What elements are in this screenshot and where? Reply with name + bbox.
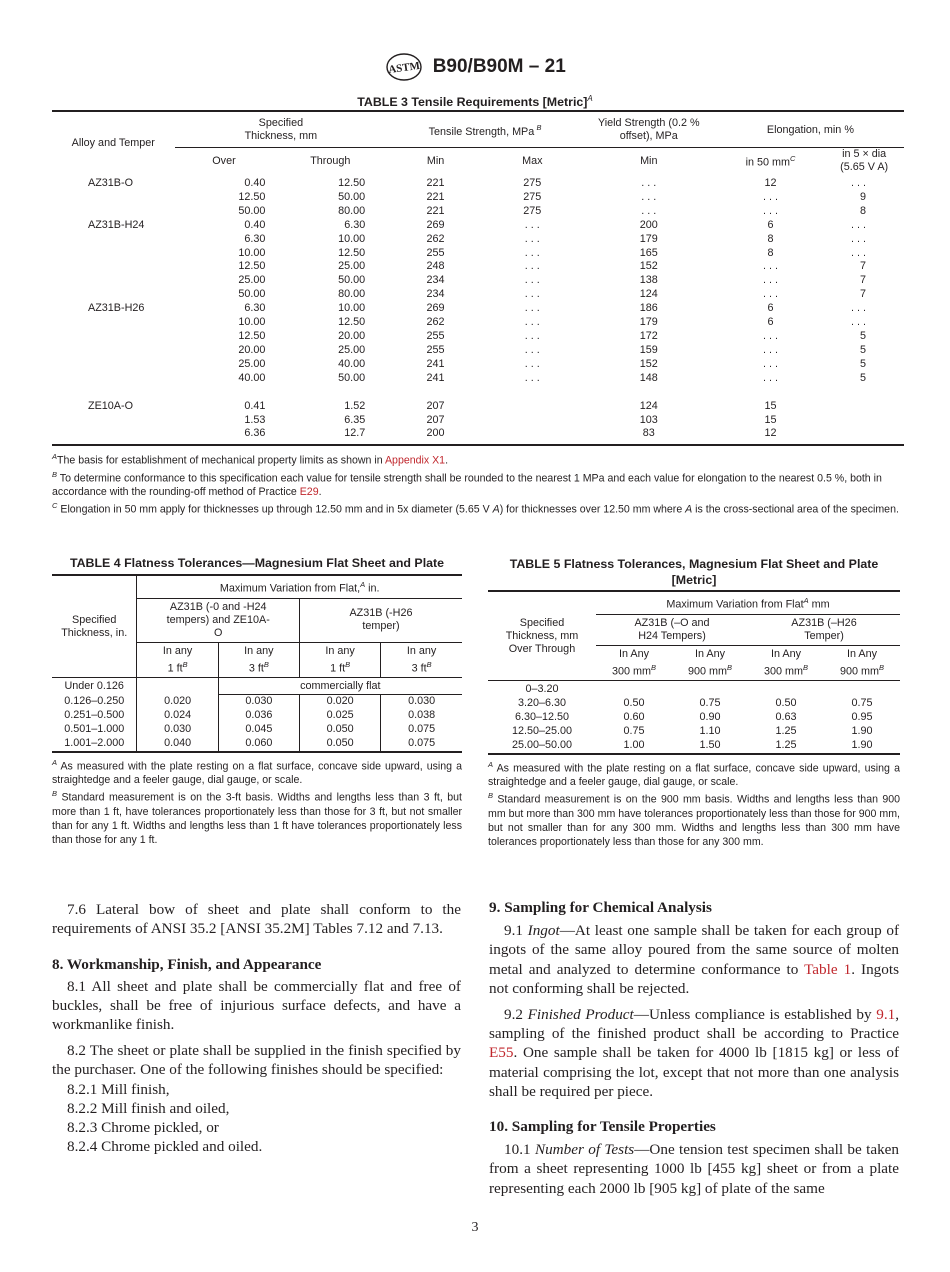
col-group-max-variation: Maximum Variation from Flat$^A$ mm xyxy=(596,591,900,614)
table5-footnotes xyxy=(488,758,900,849)
cell-through: 12.50 xyxy=(338,316,366,329)
right-text-column xyxy=(489,898,899,1198)
footnote-a: $^A$ As measured with the plate resting on a flat surface, concave side upward, using a straightedge and a feeler gauge, dial gauge, or scale. xyxy=(488,759,900,789)
cell-ys-min: 159 xyxy=(639,343,658,356)
cell-el-50: . . . xyxy=(763,329,779,342)
cell-el-5dia xyxy=(824,414,904,428)
table-row xyxy=(52,174,904,191)
cell-el-5dia: 7 xyxy=(859,288,866,301)
list-item: 8.2.1 Mill finish, xyxy=(67,1080,170,1098)
col-specified-thickness: Specified Thickness, mm Over Through xyxy=(488,591,596,681)
section-9-heading: 9. Sampling for Chemical Analysis xyxy=(489,899,712,916)
cell-ts-min: 255 xyxy=(426,329,445,342)
table-row xyxy=(52,233,904,247)
cell-through: 50.00 xyxy=(338,190,366,203)
table3-caption-text: TABLE 3 Tensile Requirements [Metric] xyxy=(357,95,588,110)
cell-through: 1.52 xyxy=(344,399,366,412)
table4-caption: TABLE 4 Flatness Tolerances—Magnesium Flat Sheet and Plate xyxy=(69,556,445,570)
cell-through: 25.00 xyxy=(338,260,366,273)
cell-ts-max: 275 xyxy=(523,204,542,217)
table-row xyxy=(52,288,904,302)
cell-through: 25.00 xyxy=(338,343,366,356)
table-row: 1.001–2.000 0.040 0.060 0.050 0.075 xyxy=(52,737,462,752)
cell-alloy xyxy=(52,205,175,219)
cell-el-5dia: 5 xyxy=(859,357,866,370)
cell-over: 50.00 xyxy=(238,288,266,301)
cell-alloy xyxy=(52,358,175,372)
cell-ys-min: 124 xyxy=(639,399,658,412)
cell-over: 20.00 xyxy=(238,343,266,356)
cell-through: 80.00 xyxy=(338,204,366,217)
cell-ts-max: 275 xyxy=(523,190,542,203)
document-designation: B90/B90M – 21 xyxy=(432,56,566,77)
page-header xyxy=(0,52,950,84)
cell-ys-min: 152 xyxy=(639,357,658,370)
cell-through: 10.00 xyxy=(338,232,366,245)
cell-el-5dia: . . . xyxy=(851,218,866,231)
col-group-thickness: Specified Thickness, mm xyxy=(175,111,388,148)
col-el-5dia: in 5 × dia (5.65 V A) xyxy=(824,148,904,175)
cell-el-5dia: . . . xyxy=(851,177,866,189)
e55-link[interactable]: E55 xyxy=(489,1044,514,1062)
cell-ys-min: 200 xyxy=(639,218,658,231)
cell-el-5dia: 5 xyxy=(859,329,866,342)
page-number: 3 xyxy=(471,1220,479,1235)
table-row xyxy=(52,302,904,316)
paragraph-8-1: 8.1 All sheet and plate shall be commercially flat and free of buckles, shall be free of injurious surface defects, and have a workmanlike finish. xyxy=(52,977,461,1034)
cell-ys-min: 179 xyxy=(639,232,658,245)
table-row: 3.20–6.30 0.50 0.75 0.50 0.75 xyxy=(517,697,873,710)
table5-caption: TABLE 5 Flatness Tolerances, Magnesium Flat Sheet and Plate [Metric] xyxy=(509,557,879,587)
cell-ys-min: 83 xyxy=(581,427,717,445)
cell-ts-min: 234 xyxy=(426,274,445,287)
cell-el-5dia: 9 xyxy=(859,190,866,203)
col-group-yield: Yield Strength (0.2 % offset), MPa xyxy=(581,111,717,148)
cell-ts-min: 262 xyxy=(426,232,445,245)
cell-alloy xyxy=(52,330,175,344)
cell-alloy xyxy=(52,344,175,358)
cell-el-5dia xyxy=(824,386,904,414)
col-group-az31b-o-h24: AZ31B (–O and H24 Tempers) xyxy=(596,614,748,645)
cell-ts-max: . . . xyxy=(524,371,540,384)
cell-el-50: 6 xyxy=(767,218,774,231)
cell-el-5dia: 7 xyxy=(859,260,866,273)
cell-ts-min: 207 xyxy=(426,399,445,412)
table-row: 12.50–25.00 0.75 1.10 1.25 1.90 xyxy=(511,724,873,737)
cell-over: 10.00 xyxy=(238,246,266,259)
cell-ts-min: 255 xyxy=(426,246,445,259)
footnote-marker: A xyxy=(587,94,593,103)
col-ts-max: Max xyxy=(484,148,581,175)
cell-ys-min: 138 xyxy=(639,274,658,287)
col-group-elongation: Elongation, min % xyxy=(717,111,904,148)
cell-ts-max: . . . xyxy=(524,260,540,273)
cell-alloy: ZE10A-O xyxy=(88,399,134,412)
cell-ts-max: . . . xyxy=(524,246,540,259)
col-g1-900mm: In Any 900 mm$^B$ xyxy=(672,645,748,681)
appendix-x1-link[interactable]: Appendix X1 xyxy=(384,454,446,467)
cell-over: 12.50 xyxy=(238,260,266,273)
cell-el-50: 12 xyxy=(764,177,777,189)
cell-ts-max: . . . xyxy=(524,343,540,356)
cell-el-50: . . . xyxy=(763,204,779,217)
cell-over: 12.50 xyxy=(238,190,266,203)
table5-flatness-metric xyxy=(488,590,900,849)
cell-alloy: AZ31B-O xyxy=(88,177,134,189)
cell-el-50: 8 xyxy=(767,246,774,259)
footnote-a: $^A$The basis for establishment of mechanical property limits as shown in Appendix X1. xyxy=(52,452,449,467)
cell-ys-min: 179 xyxy=(639,316,658,329)
cell-ys-min: 172 xyxy=(639,329,658,342)
cell-el-50: 8 xyxy=(767,232,774,245)
table-row xyxy=(52,358,904,372)
col-through: Through xyxy=(273,148,387,175)
table-row xyxy=(52,316,904,330)
table-row xyxy=(52,330,904,344)
table-row xyxy=(52,191,904,205)
cell-through: 6.35 xyxy=(344,413,366,426)
cell-el-5dia: . . . xyxy=(851,316,866,329)
cell-el-50: 12 xyxy=(717,427,824,445)
cell-el-50: . . . xyxy=(763,357,779,370)
col-specified-thickness: Specified Thickness, in. xyxy=(52,575,137,678)
cell-el-50: 15 xyxy=(764,399,777,412)
cell-ys-min: 152 xyxy=(639,260,658,273)
table3-caption xyxy=(0,94,950,109)
cell-ys-min: . . . xyxy=(641,177,657,189)
cell-ys-min: . . . xyxy=(641,190,657,203)
paragraph-9-1: 9.1 Ingot—At least one sample shall be taken for each group of ingots of the same alloy poured from the same source of molten metal and analyzed to determine conformance to Table 1. Ingots not conforming shall be rejected. xyxy=(489,922,900,997)
cell-ts-min: 262 xyxy=(426,316,445,329)
cell-ts-min: 207 xyxy=(426,413,445,426)
col-g1-300mm: In Any 300 mm$^B$ xyxy=(596,645,672,681)
cell-ts-min: 248 xyxy=(426,260,445,273)
table-row: 0.126–0.250 0.020 0.030 0.020 0.030 xyxy=(52,695,462,709)
cell-over: 1.53 xyxy=(244,413,266,426)
table-row: 6.30–12.50 0.60 0.90 0.63 0.95 xyxy=(514,711,873,723)
cell-over: 6.30 xyxy=(244,302,266,315)
cell-ts-max: . . . xyxy=(524,218,540,231)
cell-ts-min: 200 xyxy=(387,427,484,445)
cell-ys-min: 186 xyxy=(639,302,658,315)
table-row xyxy=(52,427,904,445)
cell-ts-max: . . . xyxy=(524,357,540,370)
cell-through: 10.00 xyxy=(338,302,366,315)
footnote-c: $^C$ Elongation in 50 mm apply for thicknesses up through 12.50 mm and in 5x diameter (5.65 V A) for thicknesses over 12.50 mm where A is the cross-sectional area of the specimen. xyxy=(52,501,899,516)
cell-alloy xyxy=(52,274,175,288)
table3-tensile-requirements xyxy=(52,110,904,446)
section-8-heading: 8. Workmanship, Finish, and Appearance xyxy=(52,956,322,974)
cell-el-50: 6 xyxy=(767,316,774,329)
cell-over: 0.40 xyxy=(244,218,266,231)
cell-ts-min: 221 xyxy=(426,190,445,203)
cell-through: 20.00 xyxy=(338,329,366,342)
cell-el-50: 6 xyxy=(767,302,774,315)
cell-el-50: . . . xyxy=(763,343,779,356)
col-el-50mm: in 50 mm$^C$ xyxy=(717,148,824,175)
cell-ts-max: . . . xyxy=(524,302,540,315)
cell-over: 40.00 xyxy=(238,371,266,384)
table4-footnotes xyxy=(52,756,462,847)
col-g2-1ft: In any 1 ft$^B$ xyxy=(299,642,380,678)
table-row xyxy=(52,386,904,414)
cell-el-5dia: 5 xyxy=(859,371,866,384)
cell-el-50: . . . xyxy=(763,190,779,203)
cell-ts-max: . . . xyxy=(524,329,540,342)
list-item: 8.2.2 Mill finish and oiled, xyxy=(67,1099,230,1117)
cell-ts-max: . . . xyxy=(524,274,540,287)
cell-ts-min: 255 xyxy=(426,343,445,356)
cell-ys-min: 165 xyxy=(639,246,658,259)
col-group-tensile: Tensile Strength, MPa $^B$ xyxy=(387,111,581,148)
table-row xyxy=(52,274,904,288)
list-item: 8.2.3 Chrome pickled, or xyxy=(67,1119,219,1137)
cell-alloy xyxy=(52,260,175,274)
table-row: 25.00–50.00 1.00 1.50 1.25 1.90 xyxy=(488,739,900,754)
cell-alloy xyxy=(52,288,175,302)
table-1-link[interactable]: Table 1 xyxy=(804,960,852,978)
col-over: Over xyxy=(175,148,274,175)
cell-el-5dia: 5 xyxy=(859,343,866,356)
table-row xyxy=(52,260,904,274)
cell-ys-min: 124 xyxy=(639,288,658,301)
cell-ts-min: 221 xyxy=(426,177,445,189)
col-g2-900mm: In Any 900 mm$^B$ xyxy=(824,645,900,681)
paragraph-7-6: 7.6 Lateral bow of sheet and plate shall conform to the requirements of ANSI 35.2 [ANSI 35.2M] Tables 7.12 and 7.13. xyxy=(52,901,461,938)
cell-alloy xyxy=(52,427,175,445)
table-row xyxy=(52,344,904,358)
table-row: 0.251–0.500 0.024 0.036 0.025 0.038 xyxy=(52,709,462,723)
cell-alloy: AZ31B-H24 xyxy=(88,218,145,231)
col-group-az31b-h26: AZ31B (–H26 Temper) xyxy=(748,614,900,645)
cell-over: 0.41 xyxy=(244,399,266,412)
cell-ts-min: 269 xyxy=(426,302,445,315)
cell-through: 50.00 xyxy=(338,371,366,384)
paragraph-10-1: 10.1 Number of Tests—One tension test specimen shall be taken from a sheet representing 1000 lb [455 kg] sheet or from a plate representing each 2000 lb [905 kg] of plate of the same xyxy=(489,1141,900,1197)
cell-ts-max: . . . xyxy=(524,288,540,301)
cell-over: 12.50 xyxy=(238,329,266,342)
paragraph-8-2: 8.2 The sheet or plate shall be supplied in the finish specified by the purchaser. One of the following finishes should be specified: xyxy=(52,1042,461,1079)
col-alloy-temper: Alloy and Temper xyxy=(52,111,175,174)
footnote-b: $^B$ Standard measurement is on the 900 mm basis. Widths and lengths less than 900 mm but more than 300 mm have tolerances proportionately less than those for 900 mm, but not smaller than for any 300 mm. Widths and lengths less than 300 mm have tolerances proportionately less than those for any 300 mm. xyxy=(488,791,900,848)
cell-alloy xyxy=(52,414,175,428)
cell-through: 50.00 xyxy=(338,274,366,287)
col-ts-min: Min xyxy=(387,148,484,175)
cell-over: 50.00 xyxy=(238,204,266,217)
cell-over: 10.00 xyxy=(238,316,266,329)
table-row xyxy=(52,247,904,261)
cell-alloy xyxy=(52,372,175,386)
cell-over: 0.40 xyxy=(244,177,266,189)
svg-text:ASTM: ASTM xyxy=(387,59,421,77)
cell-ts-max: 275 xyxy=(523,177,542,189)
cell-el-50: . . . xyxy=(763,288,779,301)
cell-through: 12.7 xyxy=(273,427,387,445)
cell-ys-min: 103 xyxy=(639,413,658,426)
left-text-column xyxy=(52,900,461,1156)
cell-through: 12.50 xyxy=(338,177,366,189)
cell-through: 6.30 xyxy=(344,218,366,231)
cell-ts-min: 269 xyxy=(426,218,445,231)
cell-ys-min: . . . xyxy=(641,204,657,217)
cell-alloy xyxy=(52,247,175,261)
cell-el-50: 15 xyxy=(764,413,777,426)
cell-ts-max xyxy=(484,386,581,414)
col-g1-1ft: In any 1 ft$^B$ xyxy=(137,642,218,678)
cell-el-5dia: . . . xyxy=(851,302,866,315)
cell-ts-max: . . . xyxy=(524,316,540,329)
cell-el-5dia: 7 xyxy=(859,274,866,287)
cell-alloy xyxy=(52,233,175,247)
astm-logo-icon xyxy=(384,52,424,82)
cell-ts-min: 241 xyxy=(426,371,445,384)
col-g1-3ft: In any 3 ft$^B$ xyxy=(218,642,299,678)
cell-over: 6.36 xyxy=(175,427,274,445)
section-10-heading: 10. Sampling for Tensile Properties xyxy=(489,1118,716,1136)
table4-body xyxy=(52,678,462,752)
cell-through: 80.00 xyxy=(338,288,366,301)
cell-alloy xyxy=(52,316,175,330)
col-group-az31b-h26: AZ31B (-H26 temper) xyxy=(299,598,462,642)
table-row: Under 0.126 commercially flat xyxy=(52,678,462,695)
table-row xyxy=(52,414,904,428)
paragraph-9-2: 9.2 Finished Product—Unless compliance is established by 9.1, sampling of the finished product shall be according to Practice E55. One sample shall be taken for 4000 lb [1815 kg] or less of material comprising the lot, except that not more than one analysis shall be required per piece. xyxy=(489,1006,899,1100)
cell-alloy: AZ31B-H26 xyxy=(88,302,145,315)
table-row: 0–3.20 xyxy=(488,681,900,697)
commercially-flat-cell: commercially flat xyxy=(218,678,462,695)
table-row: 0.501–1.000 0.030 0.045 0.050 0.075 xyxy=(52,723,462,737)
cell-el-5dia: 8 xyxy=(859,204,866,217)
table-row xyxy=(52,205,904,219)
cell-el-5dia: . . . xyxy=(851,232,866,245)
list-item: 8.2.4 Chrome pickled and oiled. xyxy=(67,1138,263,1156)
col-group-max-variation: Maximum Variation from Flat,$^A$ in. xyxy=(137,575,462,598)
col-g2-300mm: In Any 300 mm$^B$ xyxy=(748,645,824,681)
cell-through: 40.00 xyxy=(338,357,366,370)
cell-ts-max xyxy=(484,427,581,445)
e29-link[interactable]: E29 xyxy=(299,486,319,499)
col-group-az31b-o-h24-ze10a: AZ31B (-0 and -H24 tempers) and ZE10A-O xyxy=(137,598,300,642)
table5-body xyxy=(488,681,900,754)
cell-el-5dia xyxy=(824,427,904,445)
cell-over: 25.00 xyxy=(238,274,266,287)
cell-over: 6.30 xyxy=(244,232,266,245)
table4-flatness-inch xyxy=(52,574,462,847)
col-g2-3ft: In any 3 ft$^B$ xyxy=(381,642,462,678)
cell-ts-min: 241 xyxy=(426,357,445,370)
cell-el-5dia: . . . xyxy=(851,246,866,259)
cell-ts-max xyxy=(484,414,581,428)
footnote-a: $^A$ As measured with the plate resting on a flat surface, concave side upward, using a straightedge and a feeler gauge, dial gauge, or scale. xyxy=(52,757,462,787)
cell-ys-min: 148 xyxy=(639,371,658,384)
footnote-b: $^B$ To determine conformance to this specification each value for tensile strength shall be rounded to the nearest 1 MPa and each value for elongation to the nearest 0.5 %, both in accordance with the rounding-off method of Practice E29. xyxy=(52,469,882,499)
table3-body xyxy=(52,174,904,445)
col-ys-min: Min xyxy=(581,148,717,175)
cell-el-50: . . . xyxy=(763,274,779,287)
cell-over: 25.00 xyxy=(238,357,266,370)
cell-ts-min: 234 xyxy=(426,288,445,301)
section-9-1-link[interactable]: 9.1 xyxy=(876,1006,896,1024)
cell-ts-min: 221 xyxy=(426,204,445,217)
cell-el-50: . . . xyxy=(763,371,779,384)
cell-el-50: . . . xyxy=(763,260,779,273)
cell-ts-max: . . . xyxy=(524,232,540,245)
table-row xyxy=(52,372,904,386)
footnote-b: $^B$ Standard measurement is on the 3-ft basis. Widths and lengths less than 3 ft, but more than 1 ft, have tolerances proportionately less than those for 3 ft, but not smaller than for any 1 ft. Widths and lengths less than 1 ft have tolerances proportionately less than those for any 1 ft. xyxy=(52,789,462,846)
table-row xyxy=(52,219,904,233)
cell-through: 12.50 xyxy=(338,246,366,259)
table3-footnotes xyxy=(52,450,904,517)
cell-alloy xyxy=(52,191,175,205)
